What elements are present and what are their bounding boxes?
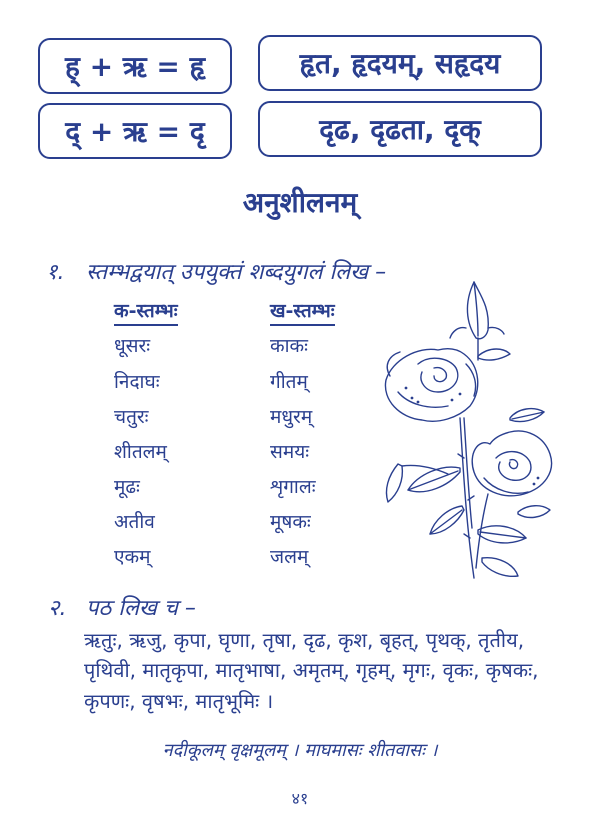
- word-list-line: पृथिवी, मातृकृपा, मातृभाषा, अमृतम्, गृहम्, मृगः, वृकः, कृषकः,: [84, 658, 539, 682]
- question-2-number: २.: [48, 596, 67, 621]
- column-b-word: समयः: [270, 441, 310, 463]
- examples-box-dri: दृढ, दृढता, दृक्: [258, 101, 542, 157]
- column-b-word: जलम्: [270, 546, 309, 568]
- column-a-word: धूसरः: [114, 335, 151, 357]
- column-b-word: शृगालः: [270, 476, 316, 498]
- question-2-text: पठ लिख च –: [86, 596, 196, 621]
- column-b-word: मूषकः: [270, 511, 311, 533]
- exercise-title: अनुशीलनम्: [242, 186, 358, 219]
- column-a-word: शीतलम्: [114, 441, 167, 463]
- examples-box-hri: हृत, हृदयम्, सहृदय: [258, 35, 542, 91]
- page-number: ४१: [291, 789, 309, 808]
- column-a-word: निदाघः: [114, 371, 160, 393]
- column-a-header: क-स्तम्भः: [114, 297, 178, 326]
- question-1-number: १.: [46, 260, 65, 285]
- column-a-word: अतीव: [114, 511, 155, 533]
- column-b-word: मधुरम्: [270, 406, 313, 428]
- rule-box-hri: ह् + ऋ = हृ: [38, 38, 232, 94]
- column-a-word: मूढः: [114, 476, 140, 498]
- word-list-line: कृपणः, वृषभः, मातृभूमिः ।: [84, 689, 274, 713]
- word-list-line: ऋतुः, ऋजु, कृपा, घृणा, तृषा, दृढ, कृश, बृहत्, पृथक्, तृतीय,: [84, 628, 525, 652]
- column-b-header: ख-स्तम्भः: [270, 297, 335, 326]
- column-a-word: एकम्: [114, 546, 151, 568]
- question-1-text: स्तम्भद्वयात् उपयुक्तं शब्दयुगलं लिख –: [86, 260, 387, 285]
- rose-illustration: [378, 268, 563, 580]
- column-b-word: गीतम्: [270, 371, 308, 393]
- proverb-line: नदीकूलम् वृक्षमूलम् । माघमासः शीतवासः ।: [162, 740, 438, 761]
- column-a-word: चतुरः: [114, 406, 149, 428]
- rule-box-dri: द् + ऋ = दृ: [38, 103, 232, 159]
- column-b-word: काकः: [270, 335, 308, 357]
